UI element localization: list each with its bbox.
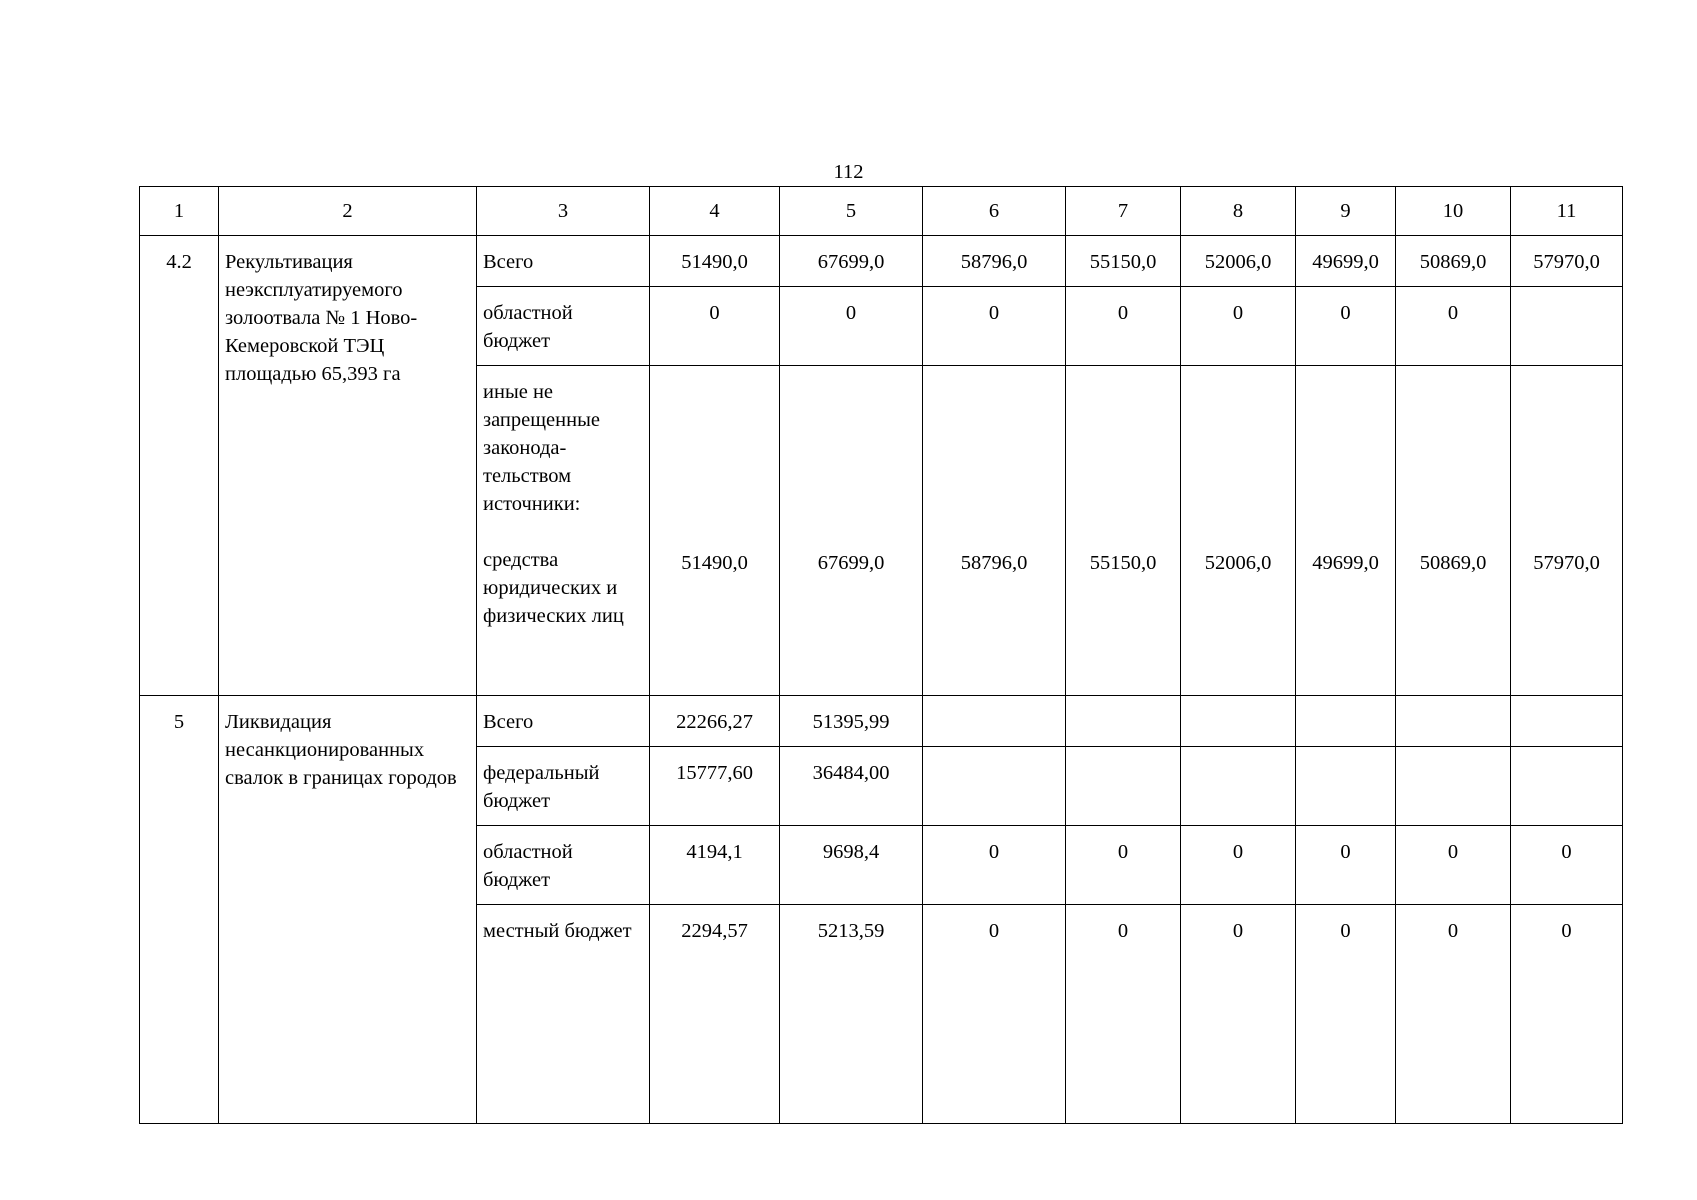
table-row — [140, 696, 1623, 747]
amount-cell: 50869,0 — [1396, 366, 1511, 696]
amount-cell: 57970,0 — [1511, 236, 1623, 287]
amount-cell — [1511, 696, 1623, 747]
column-number: 9 — [1296, 187, 1396, 236]
amount-cell: 0 — [923, 287, 1066, 366]
source-label: областной бюджет — [477, 826, 650, 905]
amount-cell: 36484,00 — [780, 747, 923, 826]
table-row — [140, 236, 1623, 287]
amount-cell: 0 — [1396, 905, 1511, 1124]
column-number: 5 — [780, 187, 923, 236]
amount-cell: 55150,0 — [1066, 366, 1181, 696]
amount-cell — [1181, 696, 1296, 747]
amount-cell: 0 — [1181, 905, 1296, 1124]
amount-cell: 0 — [923, 826, 1066, 905]
source-label: местный бюджет — [477, 905, 650, 1124]
amount-cell — [1066, 747, 1181, 826]
amount-cell: 15777,60 — [650, 747, 780, 826]
amount-cell: 0 — [1396, 287, 1511, 366]
amount-cell — [1181, 747, 1296, 826]
amount-cell: 0 — [923, 905, 1066, 1124]
amount-cell: 57970,0 — [1511, 366, 1623, 696]
page-number: 112 — [833, 161, 864, 183]
source-label-other: иные не запрещенные законода-тельством источники: — [483, 381, 600, 515]
amount-cell: 0 — [1066, 287, 1181, 366]
source-label: Всего — [477, 236, 650, 287]
amount-cell: 0 — [1066, 905, 1181, 1124]
amount-cell: 49699,0 — [1296, 236, 1396, 287]
amount-cell — [1296, 696, 1396, 747]
item-number: 4.2 — [140, 236, 219, 696]
source-label: федеральный бюджет — [477, 747, 650, 826]
amount-cell: 2294,57 — [650, 905, 780, 1124]
column-number: 6 — [923, 187, 1066, 236]
amount-cell — [1511, 287, 1623, 366]
amount-cell: 9698,4 — [780, 826, 923, 905]
amount-cell: 0 — [1511, 905, 1623, 1124]
amount-cell: 67699,0 — [780, 366, 923, 696]
amount-cell: 0 — [1066, 826, 1181, 905]
amount-cell: 0 — [1181, 287, 1296, 366]
amount-cell — [1396, 696, 1511, 747]
amount-cell: 0 — [1511, 826, 1623, 905]
amount-cell — [923, 747, 1066, 826]
amount-cell: 67699,0 — [780, 236, 923, 287]
amount-cell: 52006,0 — [1181, 366, 1296, 696]
amount-cell: 0 — [1181, 826, 1296, 905]
amount-cell: 55150,0 — [1066, 236, 1181, 287]
column-number-row — [140, 187, 1623, 236]
amount-cell: 52006,0 — [1181, 236, 1296, 287]
amount-cell: 58796,0 — [923, 366, 1066, 696]
column-number: 2 — [219, 187, 477, 236]
amount-cell: 0 — [1296, 826, 1396, 905]
column-number: 4 — [650, 187, 780, 236]
amount-cell: 0 — [650, 287, 780, 366]
amount-cell: 0 — [1296, 287, 1396, 366]
column-number: 8 — [1181, 187, 1296, 236]
amount-cell: 5213,59 — [780, 905, 923, 1124]
amount-cell: 51490,0 — [650, 236, 780, 287]
amount-cell — [923, 696, 1066, 747]
column-number: 11 — [1511, 187, 1623, 236]
funding-table — [139, 186, 1623, 1124]
amount-cell — [1296, 747, 1396, 826]
amount-cell — [1511, 747, 1623, 826]
source-label: областной бюджет — [477, 287, 650, 366]
amount-cell: 50869,0 — [1396, 236, 1511, 287]
item-name: Рекультивация неэксплуатируемого золоотвала № 1 Ново-Кемеровской ТЭЦ площадью 65,393 га — [219, 236, 477, 696]
source-label — [477, 366, 650, 696]
amount-cell: 22266,27 — [650, 696, 780, 747]
column-number: 1 — [140, 187, 219, 236]
item-name: Ликвидация несанкционированных свалок в границах городов — [219, 696, 477, 1124]
amount-cell: 0 — [1296, 905, 1396, 1124]
amount-cell: 0 — [780, 287, 923, 366]
amount-cell: 51490,0 — [650, 366, 780, 696]
amount-cell: 51395,99 — [780, 696, 923, 747]
amount-cell: 0 — [1396, 826, 1511, 905]
amount-cell — [1396, 747, 1511, 826]
amount-cell: 4194,1 — [650, 826, 780, 905]
column-number: 10 — [1396, 187, 1511, 236]
source-label-legal-entities: средства юридических и физических лиц — [483, 549, 624, 627]
column-number: 3 — [477, 187, 650, 236]
amount-cell — [1066, 696, 1181, 747]
column-number: 7 — [1066, 187, 1181, 236]
source-label: Всего — [477, 696, 650, 747]
amount-cell: 49699,0 — [1296, 366, 1396, 696]
amount-cell: 58796,0 — [923, 236, 1066, 287]
item-number: 5 — [140, 696, 219, 1124]
